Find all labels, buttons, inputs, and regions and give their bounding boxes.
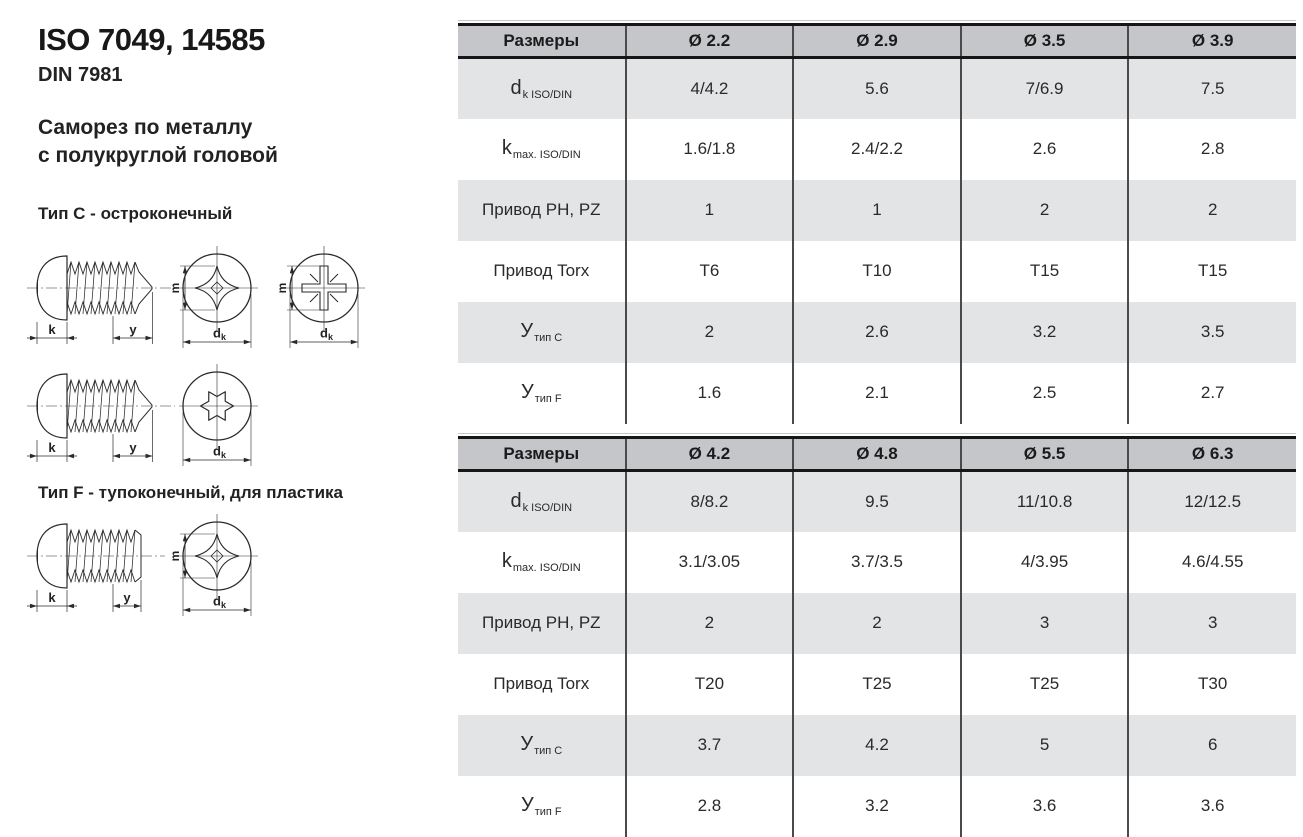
drawing-head-pz [262, 240, 372, 355]
header-diameter: Ø 4.8 [793, 438, 961, 471]
cell-value: T30 [1128, 654, 1296, 715]
table-row [458, 363, 1296, 424]
cell-value: 2 [1128, 180, 1296, 241]
type-f-label: Тип F - тупоконечный, для пластика [38, 483, 343, 502]
table-header-row [458, 25, 1296, 58]
cell-value: T6 [626, 241, 794, 302]
cell-value: 2 [626, 593, 794, 654]
cell-value: T10 [793, 241, 961, 302]
cell-value: 5 [961, 715, 1129, 776]
page-title: ISO 7049, 14585 [38, 22, 265, 57]
header-diameter: Ø 3.5 [961, 25, 1129, 58]
cell-value: 3.6 [1128, 776, 1296, 837]
cell-value: 11/10.8 [961, 471, 1129, 532]
header-diameter: Ø 2.2 [626, 25, 794, 58]
row-label: $d_{k ISO/DIN}$ [458, 58, 626, 119]
cell-value: 2.6 [793, 302, 961, 363]
header-sizes: Размеры [458, 438, 626, 471]
row-label: $k_{max. ISO/DIN}$ [458, 532, 626, 593]
cell-value: T20 [626, 654, 794, 715]
cell-value: 3.5 [1128, 302, 1296, 363]
drawing-head-torx [155, 358, 265, 473]
cell-value: 4.6/4.55 [1128, 532, 1296, 593]
cell-value: 3 [961, 593, 1129, 654]
cell-value: 1 [793, 180, 961, 241]
cell-value: 7/6.9 [961, 58, 1129, 119]
standard-din: DIN 7981 [38, 64, 123, 86]
row-label: Привод Torx [458, 654, 626, 715]
cell-value: 2.4/2.2 [793, 119, 961, 180]
cell-value: T25 [961, 654, 1129, 715]
cell-value: 2.1 [793, 363, 961, 424]
cell-value: 2.8 [626, 776, 794, 837]
cell-value: 3.2 [793, 776, 961, 837]
cell-value: 2.5 [961, 363, 1129, 424]
cell-value: 1.6/1.8 [626, 119, 794, 180]
cell-value: 12/12.5 [1128, 471, 1296, 532]
row-label: $У_{тип C}$ [458, 715, 626, 776]
cell-value: 4/3.95 [961, 532, 1129, 593]
cell-value: 2 [793, 593, 961, 654]
row-label: $k_{max. ISO/DIN}$ [458, 119, 626, 180]
row-label: Привод PH, PZ [458, 180, 626, 241]
table-row [458, 715, 1296, 776]
cell-value: 1 [626, 180, 794, 241]
type-c-label: Тип C - остроконечный [38, 204, 233, 223]
header-sizes: Размеры [458, 25, 626, 58]
cell-value: 9.5 [793, 471, 961, 532]
cell-value: 3 [1128, 593, 1296, 654]
cell-value: 3.1/3.05 [626, 532, 794, 593]
cell-value: T15 [961, 241, 1129, 302]
cell-value: 8/8.2 [626, 471, 794, 532]
header-diameter: Ø 3.9 [1128, 25, 1296, 58]
header-diameter: Ø 6.3 [1128, 438, 1296, 471]
description-line-1: Саморез по металлу [38, 116, 253, 139]
cell-value: 4/4.2 [626, 58, 794, 119]
cell-value: 2.8 [1128, 119, 1296, 180]
cell-value: 4.2 [793, 715, 961, 776]
cell-value: 3.2 [961, 302, 1129, 363]
table-header-row [458, 438, 1296, 471]
header-diameter: Ø 2.9 [793, 25, 961, 58]
row-label: $d_{k ISO/DIN}$ [458, 471, 626, 532]
row-label: Привод Torx [458, 241, 626, 302]
cell-value: 3.7 [626, 715, 794, 776]
dimensions-table-small [458, 20, 1296, 424]
cell-value: T15 [1128, 241, 1296, 302]
description-line-2: с полукруглой головой [38, 144, 278, 168]
product-description [38, 114, 278, 171]
cell-value: 2 [961, 180, 1129, 241]
cell-value: 6 [1128, 715, 1296, 776]
cell-value: 2 [626, 302, 794, 363]
row-label: $У_{тип C}$ [458, 302, 626, 363]
cell-value: 1.6 [626, 363, 794, 424]
row-label: $У_{тип F}$ [458, 776, 626, 837]
cell-value: 2.6 [961, 119, 1129, 180]
table-row [458, 241, 1296, 302]
cell-value: 3.6 [961, 776, 1129, 837]
header-diameter: Ø 4.2 [626, 438, 794, 471]
drawing-head-ph-type-f [155, 508, 265, 623]
table-row [458, 776, 1296, 837]
row-label: $У_{тип F}$ [458, 363, 626, 424]
table-row [458, 302, 1296, 363]
row-label: Привод PH, PZ [458, 593, 626, 654]
header-diameter: Ø 5.5 [961, 438, 1129, 471]
table-row [458, 471, 1296, 532]
cell-value: 3.7/3.5 [793, 532, 961, 593]
drawing-head-ph [155, 240, 265, 355]
table-row [458, 180, 1296, 241]
dimensions-table-large [458, 433, 1296, 837]
table-row [458, 654, 1296, 715]
table-row [458, 58, 1296, 119]
table-row [458, 593, 1296, 654]
cell-value: 5.6 [793, 58, 961, 119]
cell-value: T25 [793, 654, 961, 715]
cell-value: 7.5 [1128, 58, 1296, 119]
table-row [458, 119, 1296, 180]
cell-value: 2.7 [1128, 363, 1296, 424]
table-row [458, 532, 1296, 593]
